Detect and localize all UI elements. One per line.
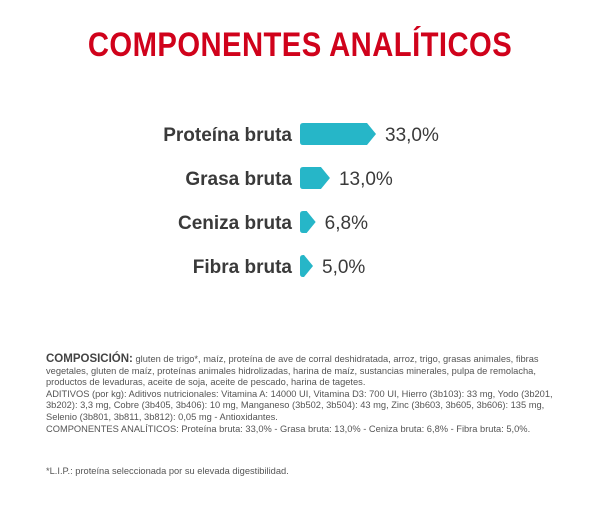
bar: [300, 167, 330, 189]
value-label: 5,0%: [322, 257, 366, 278]
page-title: COMPONENTES ANALÍTICOS: [87, 26, 513, 64]
value-label: 33,0%: [385, 125, 439, 146]
analytics-text: COMPONENTES ANALÍTICOS: Proteína bruta: 33,0% - Grasa bruta: 13,0% - Ceniza bruta: 6,8% - Fibra bruta: 5,0%.: [46, 423, 531, 434]
category-label: Grasa bruta: [185, 169, 292, 190]
value-label: 13,0%: [338, 169, 393, 190]
composition-block: [46, 354, 566, 435]
bar: [300, 255, 313, 277]
footnote: *L.I.P.: proteína seleccionada por su elevada digestibilidad.: [46, 466, 289, 476]
analytics-bar-chart: [0, 110, 600, 300]
category-label: Proteína bruta: [163, 125, 292, 146]
category-label: Fibra bruta: [192, 257, 292, 278]
bar: [300, 211, 316, 233]
category-label: Ceniza bruta: [177, 213, 292, 234]
composition-heading: COMPOSICIÓN:: [46, 353, 133, 365]
bar: [300, 123, 376, 145]
composition-text: gluten de trigo*, maíz, proteína de ave de corral deshidratada, arroz, trigo, grasas animales, fibras vegetales, gluten de maíz, proteínas animales hidrolizadas, harina de maíz, sustancias minerales, pulpa de remolacha, productos de levaduras, aceite de soja, aceite de pescado, harina de tagetes.: [46, 354, 539, 388]
additives-text: ADITIVOS (por kg): Aditivos nutricionales: Vitamina A: 14000 UI, Vitamina D3: 700 UI, Hierro (3b103): 33 mg, Yodo (3b201, 3b202): 3,3 mg, Cobre (3b405, 3b406): 10 mg, Manganeso (3b502, 3b504): 43 mg, Zinc (3b603, 3b605, 3b606): 135 mg, Selenio (3b801, 3b811, 3b812): 0,05 mg - Antioxidantes.: [46, 388, 553, 422]
value-label: 6,8%: [324, 213, 368, 234]
